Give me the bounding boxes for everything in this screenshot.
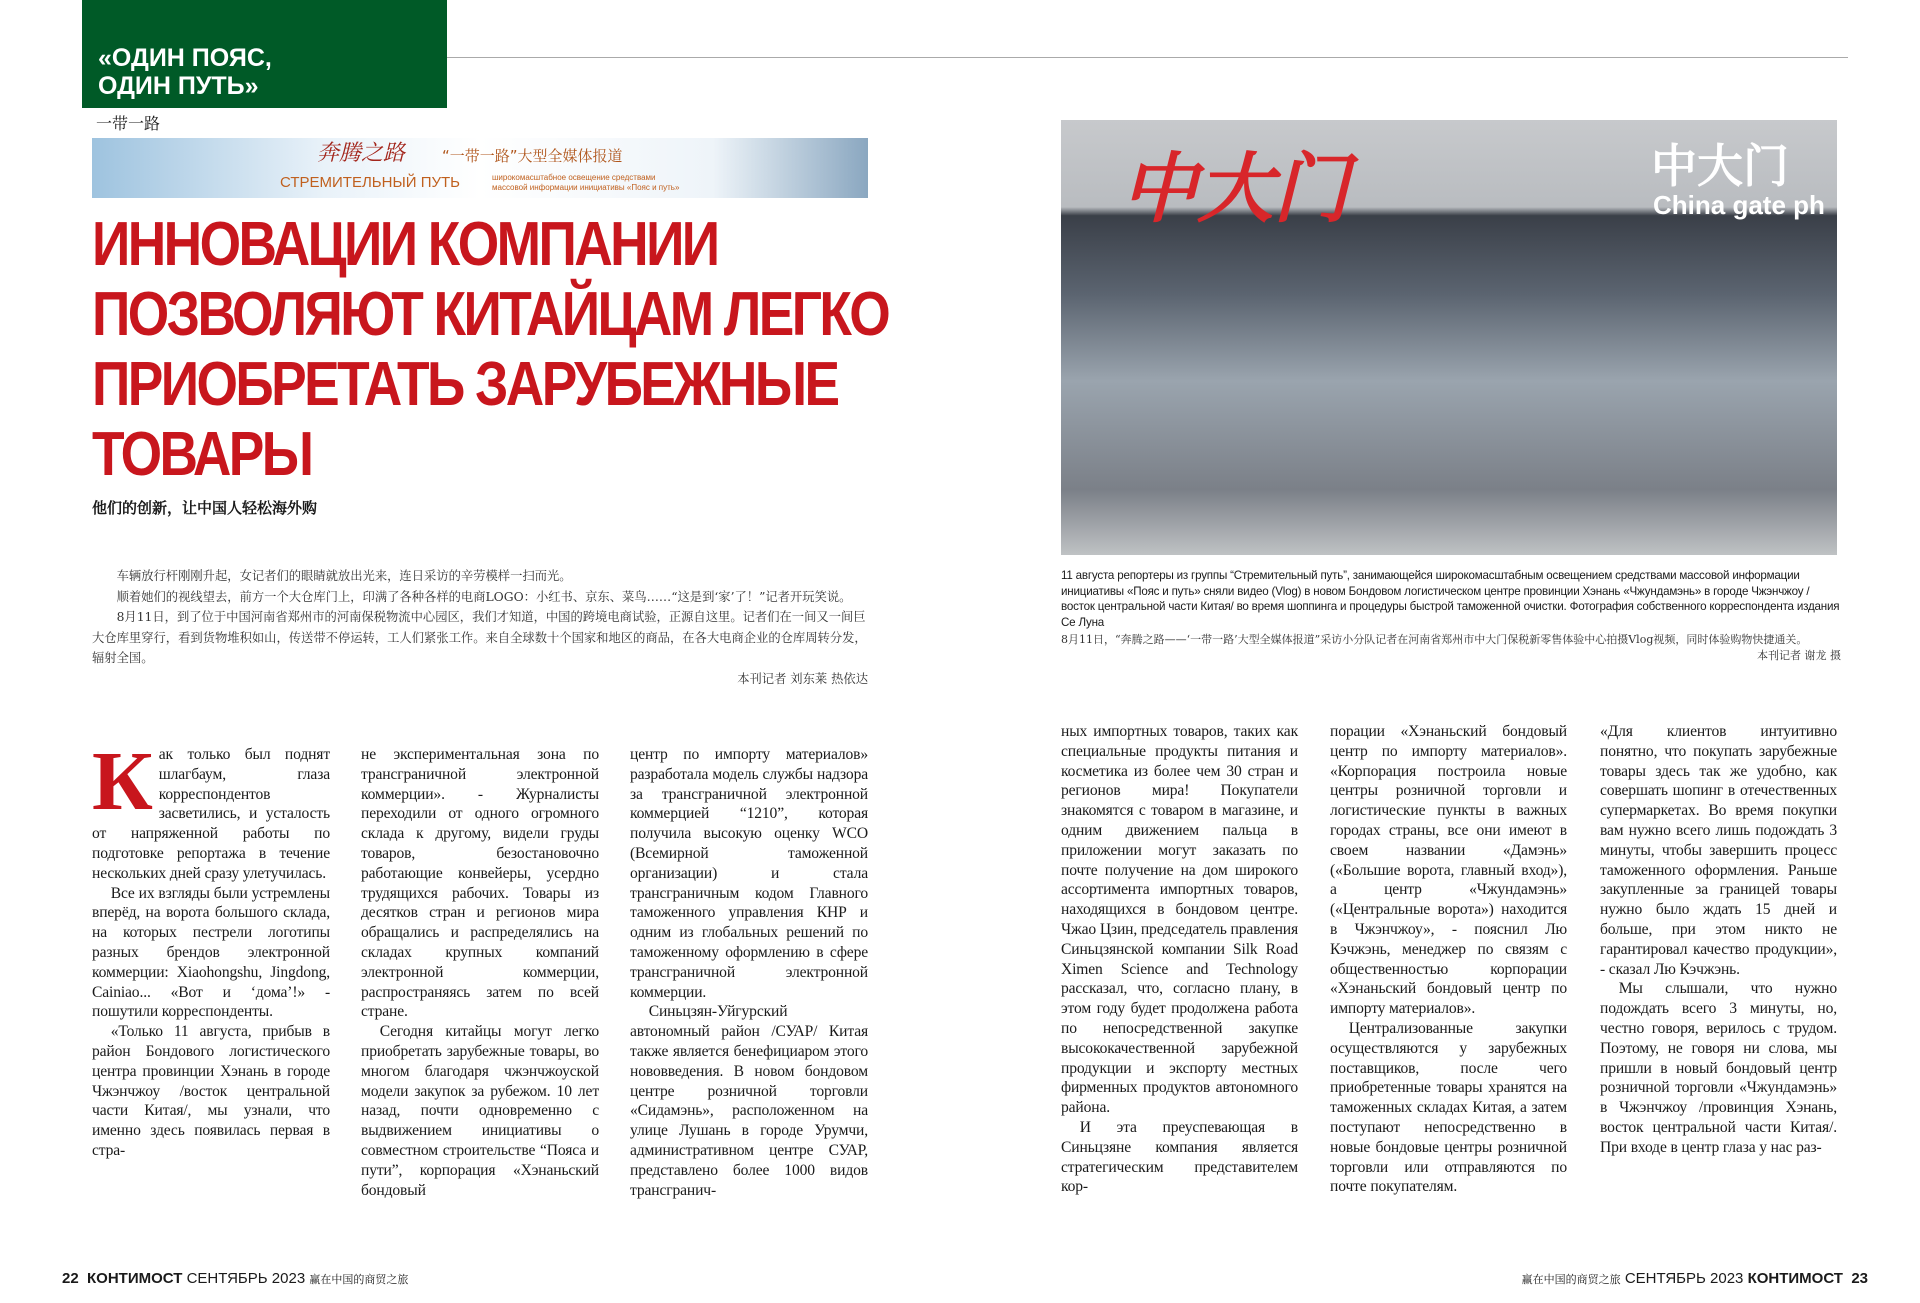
headline-line: ТОВАРЫ [92, 420, 312, 489]
photo-caption-ru: 11 августа репортеры из группы “Стремительный путь”, занимающейся широкомасштабным освещением средствами массовой информации инициативы «Пояс и путь» сняли видео (Vlog) в новом Бондовом логистическом центре провинции Хэнань «Чжундамэнь» в городе Чжэнчжоу /восток центральной части Китая/ во время шоппинга и процедуры быстрой таможенной очистки. Фотография собственного корреспондента издания Се Луна [1061, 569, 1840, 629]
paragraph: Все их взгляды были устремлены вперёд, на ворота большого склада, на которых пестрели логотипы разных брендов электронной коммерции: Xiaohongshu, Jingdong, Cainiao... «Вот и ‘дома’!» - пошутили корреспонденты. [92, 884, 330, 1021]
photo-sign-cn: 中大门 [1121, 144, 1349, 233]
paragraph: Мы слышали, что нужно подождать всего 3 минуты, но, честно говоря, верилось с трудом. Поэтому, не говоря ни слова, мы пришли в новый бондовый центр розничной торговли «Чжундамэнь» в Чжэнчжоу /провинция Хэнань, восток центральной части Китая/. При входе в центр глаза у нас раз- [1600, 980, 1837, 1156]
series-banner [92, 138, 868, 198]
slogan: 赢在中国的商贸之旅 [1521, 1273, 1621, 1286]
body-column-1 [92, 735, 330, 1161]
photo-sign-cn-2: 中大门 [1651, 139, 1789, 193]
subtitle-cn: 他们的创新，让中国人轻松海外购 [92, 499, 318, 517]
slogan: 赢在中国的商贸之旅 [309, 1273, 409, 1286]
page-number: 23 [1851, 1270, 1868, 1287]
section-cn-tag: 一带一路 [96, 114, 161, 133]
paragraph: Централизованные закупки осуществляются у зарубежных поставщиков, после чего приобретенные товары хранятся на таможенных складах Китая, а затем поступают непосредственно в новые бондовые центры розничной торговли или отправляются по почте покупателям. [1330, 1019, 1567, 1196]
store-photo [1061, 120, 1837, 555]
cn-intro [92, 566, 868, 689]
page-number: 22 [62, 1270, 79, 1287]
cn-intro-paragraph: 8月11日，到了位于中国河南省郑州市的河南保税物流中心园区，我们才知道，中国的跨境电商试验，正源自这里。记者们在一间又一间巨大仓库里穿行，看到货物堆积如山，传送带不停运转，工人们紧张工作。来自全球数十个国家和地区的商品，在各大电商企业的仓库周转分发，辐射全国。 [92, 610, 867, 665]
divider [447, 57, 1848, 58]
headline-line: ИННОВАЦИИ КОМПАНИИ [92, 210, 718, 279]
photo-captions [1061, 568, 1841, 664]
drop-cap: К [92, 735, 153, 828]
cn-intro-paragraph: 车辆放行杆刚刚升起，女记者们的眼睛就放出光来，连日采访的辛劳模样一扫而光。 [116, 569, 572, 583]
section-label [82, 0, 447, 108]
paragraph: порации «Хэнаньский бондовый центр по импорту материалов». «Корпорация построила новые центры розничной торговли и логистические пункты в важных городах страны, все они имеют в своем названии «Дамэнь» («Большие ворота, главный вход»), а центр «Чжундамэнь» («Центральные ворота») находится в Чжэнчжоу», - пояснил Лю Кэчжэнь, менеджер по связям с общественностью корпорации «Хэнаньский бондовый центр по импорту материалов». [1330, 723, 1567, 1018]
photo-caption-cn-text: 8月11日，“奔腾之路——‘一带一路’大型全媒体报道”采访小分队记者在河南省郑州市中大门保税新零售体验中心拍摄Vlog视频，同时体验购物快捷通关。 [1061, 633, 1808, 646]
footer-left [62, 1270, 408, 1289]
body-column-2 [361, 745, 599, 1200]
section-title-line1: «ОДИН ПОЯС, [98, 44, 272, 72]
cn-intro-paragraph: 顺着她们的视线望去，前方一个大仓库门上，印满了各种各样的电商LOGO：小红书、京东、菜鸟……“这是到‘家’了！”记者开玩笑说。 [116, 589, 852, 604]
headline-line: ПОЗВОЛЯЮТ КИТАЙЦАМ ЛЕГКО [92, 280, 889, 349]
banner-cn: “一带一路”大型全媒体报道 [442, 147, 623, 165]
photo-credit: 本刊记者 谢龙 摄 [1757, 649, 1841, 662]
magazine-name: КОНТИМОСТ [1747, 1270, 1843, 1287]
paragraph: центр по импорту материалов» разработала модель службы надзора за трансграничной электронной коммерцией “1210”, которая получила высокую оценку WCO (Всемирной таможенной организации) и стала трансграничным кодом Главного таможенного управления КНР и одним из глобальных решений по таможенному оформлению в сфере трансграничной электронной коммерции. [630, 746, 868, 1001]
paragraph: ных импортных товаров, таких как специальные продукты питания и косметика из более чем 30 стран и регионов мира! Покупатели знакомятся с товаром в магазине, и одним движением пальца в приложении могут заказать по почте получение на дом широкого ассортимента импортных товаров, находящихся в бондовом центре. Чжао Цзин, председатель правления Синьцзянской компании Silk Road Ximen Science and Technology рассказал, что, согласно плану, в этом году будет продолжена работа по непосредственной закупке высококачественной зарубежной продукции и экспорту местных фирменных продуктов автономного района. [1061, 723, 1298, 1117]
body-column-3 [630, 745, 868, 1200]
banner-ru-sub-line1: широкомасштабное освещение средствами [492, 173, 656, 182]
issue: СЕНТЯБРЬ 2023 [186, 1270, 306, 1287]
paragraph: ак только был поднят шлагбаум, глаза корреспондентов засветились, и усталость от напряженной работы по подготовке репортажа в течение нескольких дней сразу улетучилась. [92, 746, 330, 882]
photo-caption-cn [1061, 632, 1841, 664]
section-title-line2: ОДИН ПУТЬ» [98, 72, 259, 100]
paragraph: «Для клиентов интуитивно понятно, что покупать зарубежные товары здесь так же удобно, как совершать шопинг в отечественных супермаркетах. Во время покупки вам нужно всего лишь подождать 3 минуты, чтобы завершить процесс таможенного оформления. Раньше закупленные за границей товары нужно было ждать 15 дней и больше, при этом никто не гарантировал качество продукции», - сказал Лю Кэчжэнь. [1600, 723, 1837, 978]
headline-line: ПРИОБРЕТАТЬ ЗАРУБЕЖНЫЕ [92, 350, 838, 419]
paragraph: Синьцзян-Уйгурский автономный район /СУАР/ Китая также является бенефициаром этого нововведения. В новом бондовом центре розничной торговли «Сидамэнь», расположенном на улице Лушань в городе Урумчи, административном центре СУАР, представлено более 1000 видов трансгранич- [630, 1003, 868, 1199]
banner-ru-sub [492, 173, 679, 193]
paragraph: И эта преуспевающая в Синьцзяне компания является стратегическим представителем кор- [1061, 1118, 1298, 1196]
magazine-name: КОНТИМОСТ [87, 1270, 183, 1287]
body-column-6 [1600, 722, 1837, 1158]
headline [92, 210, 889, 490]
body-column-5 [1330, 722, 1567, 1197]
footer-right [1522, 1270, 1868, 1289]
banner-ru: СТРЕМИТЕЛЬНЫЙ ПУТЬ [280, 174, 461, 191]
banner-calligraphy: 奔腾之路 [317, 141, 406, 166]
issue: СЕНТЯБРЬ 2023 [1624, 1270, 1744, 1287]
banner-ru-sub-line2: массовой информации инициативы «Пояс и путь» [492, 183, 680, 192]
paragraph: Сегодня китайцы могут легко приобретать зарубежные товары, во многом благодаря чжэнчжоуской модели закупок за рубежом. 10 лет назад, почти одновременно с выдвижением инициативы о совместном строительстве “Пояса и пути”, корпорация «Хэнаньский бондовый [361, 1023, 599, 1199]
body-column-4 [1061, 722, 1298, 1197]
cn-byline: 本刊记者 刘东莱 热依达 [737, 671, 868, 686]
paragraph: не экспериментальная зона по трансграничной электронной коммерции». - Журналисты переходили от одного огромного склада к другому, видели груды товаров, безостановочно работающие конвейеры, усердно трудящихся рабочих. Товары из десятков стран и регионов мира обращались и распределялись на складах крупных компаний электронной коммерции, распространяясь затем по всей стране. [361, 746, 599, 1021]
paragraph: «Только 11 августа, прибыв в район Бондового логистического центра провинции Хэнань в городе Чжэнчжоу /восток центральной части Китая/, мы узнали, что именно здесь появилась первая в стра- [92, 1023, 330, 1159]
photo-sign-en: China gate ph [1653, 190, 1825, 220]
